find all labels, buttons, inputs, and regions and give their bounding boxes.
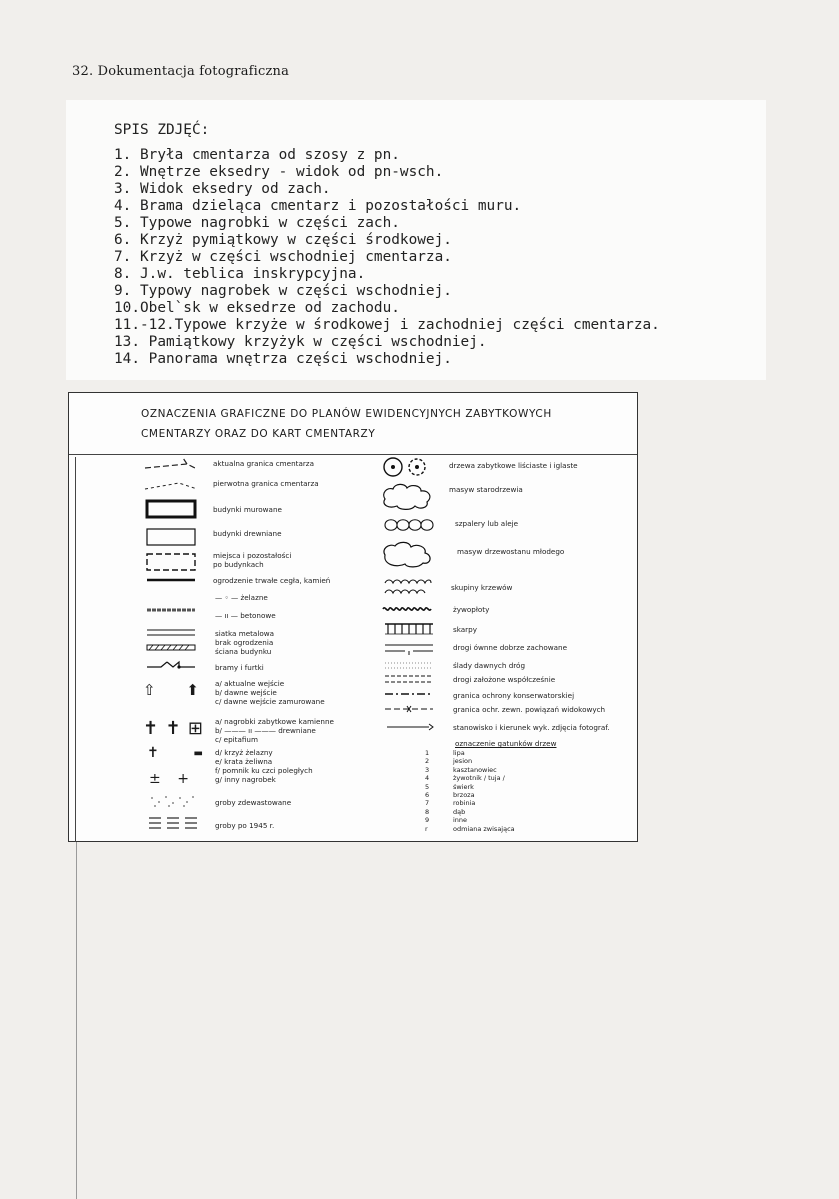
memorial-icon: ± +	[149, 771, 189, 787]
list-item: r odmiana zwisająca	[425, 824, 515, 833]
masonry-building-icon	[145, 499, 197, 519]
old-trees-massif-icon	[379, 481, 435, 511]
devastated-graves-icon	[147, 793, 197, 809]
photo-list-title: SPIS ZDJĘĆ:	[114, 122, 210, 138]
legend-label: d/ krzyż żelazny e/ krata żeliwna f/ pomnik ku czci poległych g/ inny nagrobek	[215, 748, 313, 784]
permanent-fence-icon	[145, 575, 197, 585]
list-item: 8 dąb	[425, 807, 466, 816]
list-item: 9. Typowy nagrobek w części wschodniej.	[114, 283, 452, 299]
modern-road-icon	[383, 673, 435, 685]
legend-label: a/ nagrobki zabytkowe kamienne b/ ——— ıı ——— drewniane c/ epitafium	[215, 717, 334, 744]
legend-title-line1: OZNACZENIA GRAFICZNE DO PLANÓW EWIDENCYJNYCH ZABYTKOWYCH	[141, 408, 552, 420]
list-item: 1 lipa	[425, 749, 465, 757]
list-item: 1. Bryła cmentarza od szosy z pn.	[114, 147, 400, 163]
legend-label: a/ aktualne wejście b/ dawne wejście c/ dawne wejście zamurowane	[215, 679, 325, 706]
legend-label: drogi ównne dobrze zachowane	[453, 643, 567, 652]
post-1945-graves-icon	[147, 815, 201, 833]
legend-label: granica ochrony konserwatorskiej	[453, 691, 575, 700]
escarpment-icon	[383, 621, 435, 637]
legend-label: budynki drewniane	[213, 529, 282, 538]
legend-label: groby zdewastowane	[215, 798, 292, 807]
legend-label: drzewa zabytkowe liściaste i iglaste	[449, 461, 578, 470]
list-item: 6. Krzyż pymiątkowy w części środkowej.	[114, 232, 452, 248]
legend-label: granica ochr. zewn. powiązań widokowych	[453, 705, 606, 714]
old-road-traces-icon	[383, 659, 435, 671]
legend-label: masyw starodrzewia	[449, 485, 523, 494]
page-header: 32. Dokumentacja fotograficzna	[72, 64, 290, 79]
legend-label: groby po 1945 r.	[215, 821, 275, 830]
list-item: 10.Obel`sk w eksedrze od zachodu.	[114, 300, 400, 316]
tree-icon	[381, 455, 431, 479]
young-trees-massif-icon	[379, 539, 435, 569]
photo-position-icon	[383, 721, 435, 733]
list-item: 9 inne	[425, 816, 468, 825]
hedge-icon	[381, 603, 435, 615]
list-item: 7. Krzyż w części wschodniej cmentarza.	[114, 249, 452, 265]
list-item: 14. Panorama wnętrza części wschodniej.	[114, 351, 452, 367]
legend-title-line2: CMENTARZY ORAZ DO KART CMENTARZY	[141, 428, 376, 440]
list-item: 13. Pamiątkowy krzyżyk w części wschodniej.	[114, 334, 487, 350]
photo-list-sheet	[66, 100, 766, 380]
list-item: 2 jesion	[425, 757, 473, 766]
legend-label: — ◦ — żelazne	[215, 593, 268, 602]
legend-label: masyw drzewostanu młodego	[457, 547, 565, 556]
legend-label: siatka metalowa	[215, 629, 275, 638]
legend-label: budynki murowane	[213, 505, 282, 514]
alley-icon	[381, 515, 435, 535]
tombstone-icon: ✝ ✝ ⊞	[143, 717, 203, 739]
species-list	[425, 749, 515, 833]
shrub-group-icon	[381, 577, 435, 599]
list-item: 6 brzoza	[425, 790, 475, 799]
legend-label: drogi założone współcześnie	[453, 675, 556, 684]
sheet-divider	[75, 457, 76, 842]
mesh-fence-icon	[145, 627, 197, 639]
list-item: 3. Widok eksedry od zach.	[114, 181, 331, 197]
concrete-fence-icon	[145, 605, 197, 615]
legend-label: ślady dawnych dróg	[453, 661, 526, 670]
legend-label: pierwotna granica cmentarza	[213, 479, 319, 488]
iron-cross-icon: ✝ ▬	[147, 745, 203, 761]
building-wall-icon	[145, 643, 197, 653]
photo-list	[114, 147, 660, 368]
gate-icon	[145, 659, 197, 673]
legend-label: żywopłoty	[453, 605, 490, 614]
list-item: 3 kasztanowiec	[425, 765, 497, 774]
legend-label: aktualna granica cmentarza	[213, 459, 314, 468]
wooden-building-icon	[145, 527, 197, 547]
list-item: 11.-12.Typowe krzyże w środkowej i zachodniej części cmentarza.	[114, 317, 660, 333]
list-item: 5 świerk	[425, 782, 474, 791]
species-heading: oznaczenie gatunków drzew	[455, 739, 557, 748]
legend-label: skarpy	[453, 625, 477, 634]
original-boundary-icon	[143, 477, 199, 493]
legend-label: skupiny krzewów	[451, 583, 513, 592]
list-item: 5. Typowe nagrobki w części zach.	[114, 215, 400, 231]
legend-label: stanowisko i kierunek wyk. zdjęcia fotograf.	[453, 723, 610, 732]
legend-label: brak ogrodzenia ściana budynku	[215, 638, 274, 656]
list-item: 7 robinia	[425, 799, 476, 808]
legend-header	[69, 393, 637, 455]
legend-label: — ıı — betonowe	[215, 611, 276, 620]
legend-label: ogrodzenie trwałe cegła, kamień	[213, 576, 331, 585]
list-item: 4. Brama dzieląca cmentarz i pozostałości muru.	[114, 198, 522, 214]
legend-label: bramy i furtki	[215, 663, 264, 672]
legend-label: szpalery lub aleje	[455, 519, 519, 528]
entrance-icon: ⇧ ⬆	[143, 681, 199, 699]
view-protection-boundary-icon	[383, 703, 435, 715]
current-boundary-icon	[143, 455, 199, 471]
protection-boundary-icon	[383, 689, 435, 699]
frame-edge	[76, 842, 77, 1199]
road-icon	[383, 641, 435, 655]
list-item: 8. J.w. teblica inskrypcyjna.	[114, 266, 366, 282]
building-remains-icon	[145, 551, 197, 573]
legend-sheet	[68, 392, 638, 842]
list-item: 2. Wnętrze eksedry - widok od pn-wsch.	[114, 164, 444, 180]
list-item: 4 żywotnik / tuja /	[425, 774, 505, 783]
legend-label: miejsca i pozostałości po budynkach	[213, 551, 292, 569]
